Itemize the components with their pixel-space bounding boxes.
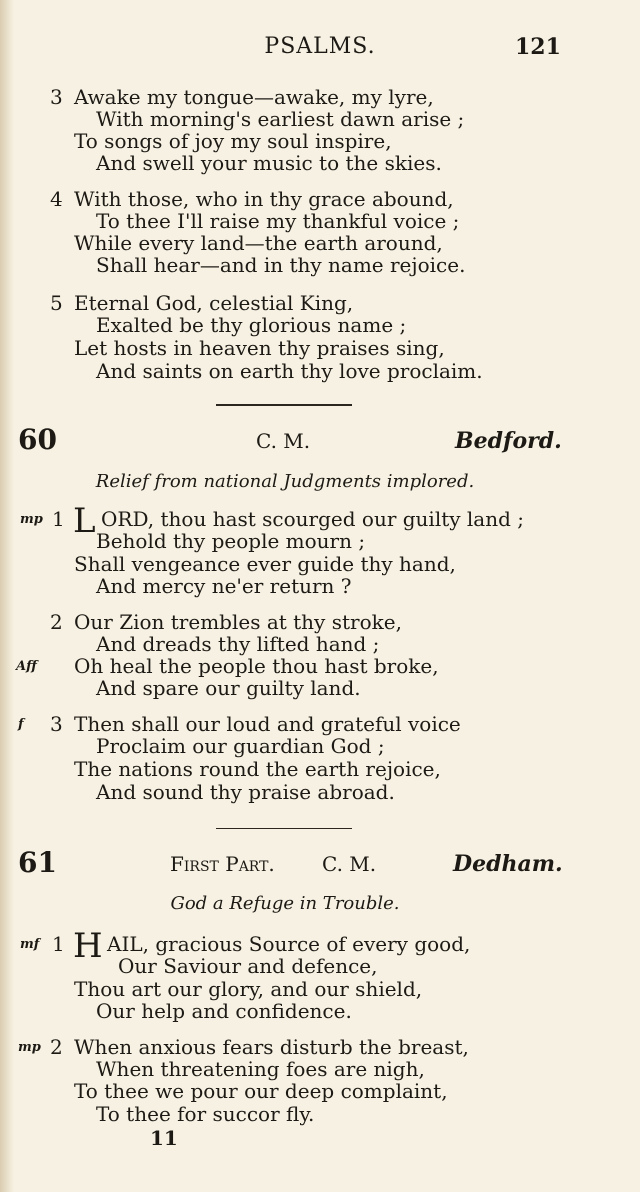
verse-line: AIL, gracious Source of every good, xyxy=(107,932,471,956)
stanza-number: 1 xyxy=(52,507,65,531)
stanza-number: 4 xyxy=(50,187,63,211)
verse-line: Our Zion trembles at thy stroke, xyxy=(74,610,402,634)
stanza-number: 5 xyxy=(50,291,63,315)
verse-line: Oh heal the people thou hast broke, xyxy=(74,654,439,678)
page-edge xyxy=(0,0,14,1192)
stanza-number: 2 xyxy=(50,610,63,634)
verse-line: The nations round the earth rejoice, xyxy=(74,757,441,781)
drop-cap: H xyxy=(73,926,103,966)
stanza-number: 3 xyxy=(50,85,63,109)
verse-line: Proclaim our guardian God ; xyxy=(96,734,385,758)
verse-line: While every land—the earth around, xyxy=(74,231,443,255)
hymn-number: 60 xyxy=(18,423,57,456)
stanza-number: 1 xyxy=(52,932,65,956)
meter: C. M. xyxy=(256,429,311,453)
verse-line: And saints on earth thy love proclaim. xyxy=(96,359,483,383)
meter: C. M. xyxy=(322,852,377,876)
stanza-number: 2 xyxy=(50,1035,63,1059)
verse-line: Then shall our loud and grateful voice xyxy=(74,712,461,736)
dynamic-marking: f xyxy=(18,717,24,732)
stanza-number: 3 xyxy=(50,712,63,736)
verse-line: To thee for succor fly. xyxy=(96,1102,315,1126)
section-divider xyxy=(216,404,352,406)
page-number: 121 xyxy=(515,34,561,60)
verse-line: And swell your music to the skies. xyxy=(96,151,442,175)
running-header: PSALMS. xyxy=(264,34,376,59)
verse-line: And sound thy praise abroad. xyxy=(96,780,395,804)
verse-line: Behold thy people mourn ; xyxy=(96,529,366,553)
dynamic-marking: mp xyxy=(18,1040,41,1055)
verse-line: When threatening foes are nigh, xyxy=(96,1057,425,1081)
verse-line: Shall hear—and in thy name rejoice. xyxy=(96,253,466,277)
verse-line: Eternal God, celestial King, xyxy=(74,291,354,315)
dynamic-marking: Aff xyxy=(16,659,37,674)
verse-line: With those, who in thy grace abound, xyxy=(74,187,454,211)
verse-line: Exalted be thy glorious name ; xyxy=(96,313,407,337)
hymn-subtitle: Relief from national Judgments implored. xyxy=(95,471,475,492)
verse-line: To thee I'll raise my thankful voice ; xyxy=(96,209,460,233)
tune-name: Dedham. xyxy=(453,851,563,877)
verse-line: Our help and confidence. xyxy=(96,999,352,1023)
verse-line: To thee we pour our deep complaint, xyxy=(74,1079,448,1103)
verse-line: To songs of joy my soul inspire, xyxy=(74,129,392,153)
section-divider xyxy=(216,828,352,829)
verse-line: Let hosts in heaven thy praises sing, xyxy=(74,336,445,360)
verse-line: And dreads thy lifted hand ; xyxy=(96,632,380,656)
verse-line: Thou art our glory, and our shield, xyxy=(74,977,423,1001)
verse-line: ORD, thou hast scourged our guilty land ; xyxy=(101,507,525,531)
verse-line: And mercy ne'er return ? xyxy=(96,574,352,598)
part-label: First Part. xyxy=(170,852,275,876)
verse-line: With morning's earliest dawn arise ; xyxy=(96,107,465,131)
tune-name: Bedford. xyxy=(455,428,562,454)
signature-mark: 11 xyxy=(150,1126,178,1150)
verse-line: And spare our guilty land. xyxy=(96,676,361,700)
drop-cap: L xyxy=(73,501,96,541)
dynamic-marking: mp xyxy=(20,512,43,527)
dynamic-marking: mf xyxy=(20,937,40,952)
verse-line: When anxious fears disturb the breast, xyxy=(74,1035,469,1059)
verse-line: Our Saviour and defence, xyxy=(118,954,378,978)
verse-line: Awake my tongue—awake, my lyre, xyxy=(74,85,434,109)
hymn-number: 61 xyxy=(18,846,57,879)
verse-line: Shall vengeance ever guide thy hand, xyxy=(74,552,456,576)
hymn-subtitle: God a Refuge in Trouble. xyxy=(170,893,400,914)
